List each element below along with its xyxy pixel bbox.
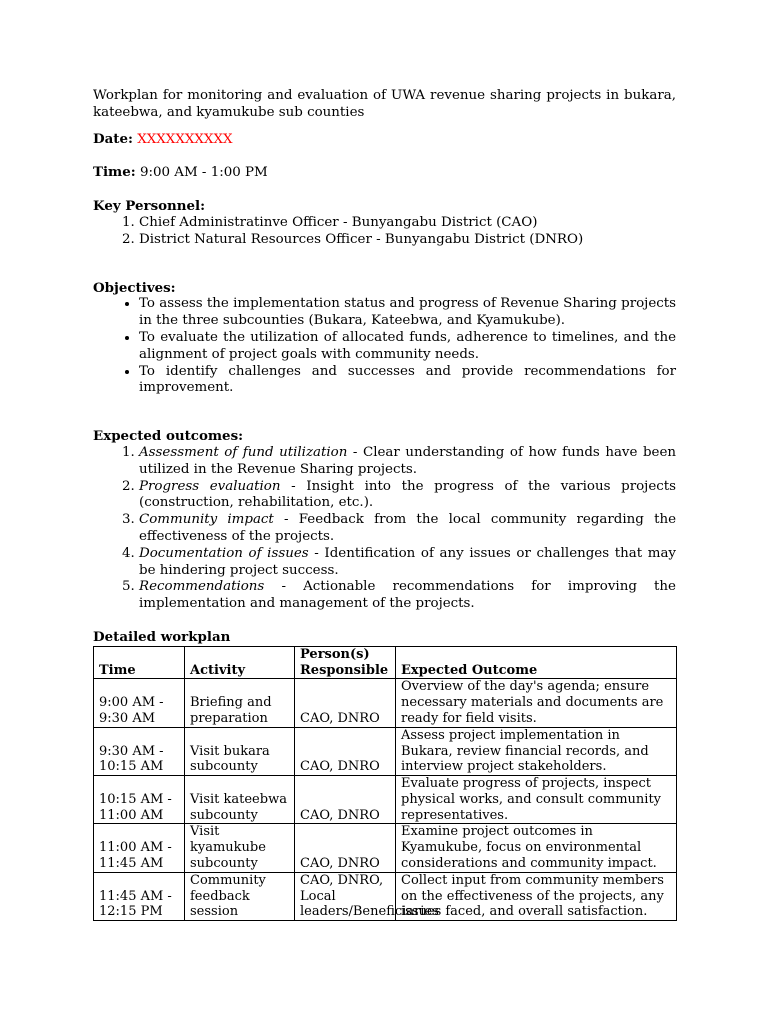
table-cell: Community feedback session — [185, 872, 295, 920]
table-cell: Visit bukara subcounty — [185, 727, 295, 775]
outcome-text: - Insight into the progress of the various projects (construction, rehabilitation, etc.). — [139, 478, 676, 511]
table-cell: Examine project outcomes in Kyamukube, focus on environmental considerations and community impact. — [396, 824, 677, 872]
document-content — [93, 88, 676, 921]
outcome-text: - Actionable recommendations for improving the implementation and management of the projects. — [139, 579, 676, 612]
date-line — [93, 131, 676, 149]
personnel-list — [93, 215, 676, 249]
table-cell: CAO, DNRO — [295, 727, 396, 775]
table-cell: CAO, DNRO — [295, 679, 396, 727]
table-cell: 11:45 AM - 12:15 PM — [94, 872, 185, 920]
table-cell: 9:00 AM - 9:30 AM — [94, 679, 185, 727]
column-header-responsible: Person(s) Responsible — [295, 646, 396, 679]
list-item: • To evaluate the utilization of allocated funds, adherence to timelines, and the alignment of project goals with community needs. — [139, 330, 676, 364]
table-cell: Briefing and preparation — [185, 679, 295, 727]
outcomes-list — [93, 445, 676, 613]
list-item — [139, 479, 676, 513]
outcomes-heading: Expected outcomes: — [93, 428, 244, 445]
time-value: 9:00 AM - 1:00 PM — [139, 165, 268, 181]
list-item — [139, 445, 676, 479]
list-item — [139, 512, 676, 546]
table-cell: Overview of the day's agenda; ensure necessary materials and documents are ready for field visits. — [396, 679, 677, 727]
outcome-term: Community impact — [139, 512, 274, 528]
workplan-heading: Detailed workplan — [93, 628, 231, 645]
list-item: 2. District Natural Resources Officer - Bunyangabu District (DNRO) — [139, 232, 676, 249]
outcome-term: Documentation of issues — [139, 545, 309, 561]
table-row — [94, 824, 677, 872]
outcome-text: - Clear understanding of how funds have been utilized in the Revenue Sharing projects. — [139, 444, 677, 477]
intro-paragraph: Workplan for monitoring and evaluation of UWA revenue sharing projects in bukara, kateebwa, and kyamukube sub counties — [93, 88, 676, 120]
outcome-term: Recommendations — [139, 579, 265, 595]
objectives-heading: Objectives: — [93, 279, 176, 296]
table-cell: 10:15 AM - 11:00 AM — [94, 776, 185, 824]
list-item — [139, 546, 676, 580]
table-cell: Visit kateebwa subcounty — [185, 776, 295, 824]
table-cell: CAO, DNRO — [295, 824, 396, 872]
outcome-term: Assessment of fund utilization — [139, 444, 348, 460]
table-cell: 11:00 AM - 11:45 AM — [94, 824, 185, 872]
outcome-text: - Feedback from the local community regarding the effectiveness of the projects. — [139, 512, 677, 544]
list-item — [139, 579, 676, 613]
column-header-activity: Activity — [185, 646, 295, 679]
table-cell: CAO, DNRO — [295, 776, 396, 824]
table-row — [94, 776, 677, 824]
date-label: Date: — [93, 130, 133, 147]
column-header-time: Time — [94, 646, 185, 679]
table-row — [94, 727, 677, 775]
personnel-heading: Key Personnel: — [93, 198, 206, 215]
table-row — [94, 872, 677, 920]
table-cell: Visit kyamukube subcounty — [185, 824, 295, 872]
outcome-term: Progress evaluation — [139, 478, 281, 494]
table-cell: 9:30 AM - 10:15 AM — [94, 727, 185, 775]
workplan-table — [93, 646, 677, 922]
column-header-outcome: Expected Outcome — [396, 646, 677, 679]
date-value: XXXXXXXXXX — [137, 131, 233, 147]
list-item: • To identify challenges and successes and provide recommendations for improvement. — [139, 364, 676, 398]
list-item: 1. Chief Administratinve Officer - Bunyangabu District (CAO) — [139, 215, 676, 232]
objectives-list — [93, 296, 676, 397]
time-line — [93, 164, 676, 182]
outcome-text: - Identification of any issues or challenges that may be hindering project success. — [139, 545, 676, 578]
table-row — [94, 679, 677, 727]
table-header-row — [94, 646, 677, 679]
table-cell: CAO, DNRO, Local leaders/Beneficiaries — [295, 872, 396, 920]
time-label: Time: — [93, 164, 136, 181]
table-cell: Assess project implementation in Bukara, review financial records, and interview project stakeholders. — [396, 727, 677, 775]
table-cell: Collect input from community members on the effectiveness of the projects, any issues faced, and overall satisfaction. — [396, 872, 677, 920]
list-item: • To assess the implementation status and progress of Revenue Sharing projects in the three subcounties (Bukara, Kateebwa, and Kyamukube). — [139, 296, 676, 330]
table-cell: Evaluate progress of projects, inspect physical works, and consult community representatives. — [396, 776, 677, 824]
